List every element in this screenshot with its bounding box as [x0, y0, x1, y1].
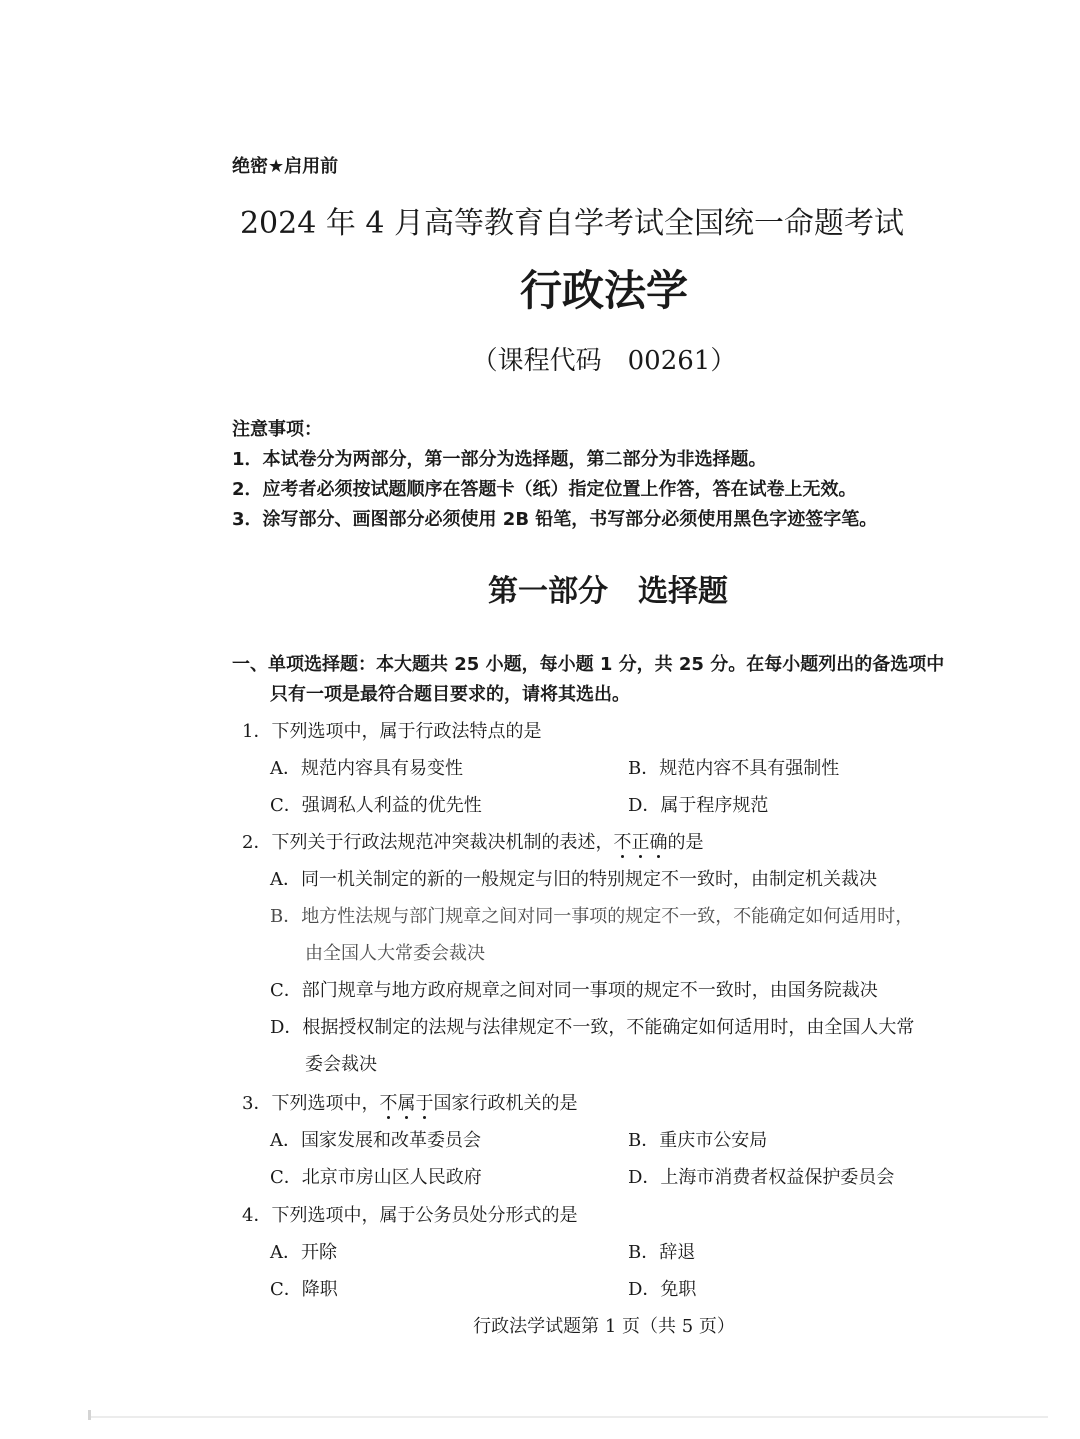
question-1-option-d: D．属于程序规范 — [628, 795, 769, 816]
question-2-option-b-line2: 由全国人大常委会裁决 — [305, 943, 485, 964]
question-2-stem-prefix: 2．下列关于行政法规范冲突裁决机制的表述， — [242, 832, 614, 853]
part-one-title: 第一部分 选择题 — [488, 574, 728, 609]
notice-title: 注意事项： — [232, 419, 322, 440]
secret-mark: 绝密★启用前 — [232, 156, 339, 177]
question-2-option-c: C．部门规章与地方政府规章之间对同一事项的规定不一致时，由国务院裁决 — [270, 980, 878, 1001]
question-2-option-d-line1: D．根据授权制定的法规与法律规定不一致，不能确定如何适用时，由全国人大常 — [270, 1017, 915, 1038]
section-heading-line1: 一、单项选择题：本大题共 25 小题，每小题 1 分，共 25 分。在每小题列出的备选项中 — [232, 654, 945, 675]
scan-edge-line — [88, 1416, 1048, 1418]
course-code: （课程代码 00261） — [471, 346, 737, 376]
question-3-option-c: C．北京市房山区人民政府 — [270, 1167, 482, 1188]
exam-title: 2024 年 4 月高等教育自学考试全国统一命题考试 — [239, 206, 905, 241]
emphasis-char: 确 — [649, 832, 668, 853]
notice-item-1: 1．本试卷分为两部分，第一部分为选择题，第二部分为非选择题。 — [232, 449, 767, 470]
question-1-option-a: A．规范内容具有易变性 — [270, 758, 463, 779]
question-1-option-c: C．强调私人利益的优先性 — [270, 795, 482, 816]
question-2-option-a: A．同一机关制定的新的一般规定与旧的特别规定不一致时，由制定机关裁决 — [270, 869, 877, 890]
question-3-stem-suffix: 国家行政机关的是 — [433, 1093, 578, 1114]
section-heading-line2: 只有一项是最符合题目要求的，请将其选出。 — [270, 684, 630, 705]
subject-title: 行政法学 — [519, 266, 688, 315]
question-4-option-c: C．降职 — [270, 1279, 338, 1300]
question-2-option-d-line2: 委会裁决 — [305, 1054, 377, 1075]
emphasis-char: 不 — [613, 832, 632, 853]
notice-item-3: 3．涂写部分、画图部分必须使用 2B 铅笔，书写部分必须使用黑色字迹签字笔。 — [232, 509, 878, 530]
emphasis-char: 正 — [631, 832, 650, 853]
question-3-stem — [242, 1089, 577, 1115]
question-3-stem-prefix: 3．下列选项中， — [242, 1093, 380, 1114]
page-footer: 行政法学试题第 1 页（共 5 页） — [473, 1316, 735, 1337]
question-4-option-d: D．免职 — [628, 1279, 697, 1300]
question-3-option-b: B．重庆市公安局 — [628, 1130, 768, 1151]
emphasis-char: 不 — [379, 1093, 398, 1114]
question-1-stem: 1．下列选项中，属于行政法特点的是 — [242, 721, 542, 742]
question-3-option-d: D．上海市消费者权益保护委员会 — [628, 1167, 895, 1188]
question-2-stem-suffix: 的是 — [667, 832, 704, 853]
question-4-stem: 4．下列选项中，属于公务员处分形式的是 — [242, 1205, 578, 1226]
question-2-option-b-line1: B．地方性法规与部门规章之间对同一事项的规定不一致，不能确定如何适用时， — [270, 906, 914, 927]
notice-item-2: 2．应考者必须按试题顺序在答题卡（纸）指定位置上作答，答在试卷上无效。 — [232, 479, 857, 500]
question-3-option-a: A．国家发展和改革委员会 — [270, 1130, 481, 1151]
question-4-option-a: A．开除 — [270, 1242, 337, 1263]
emphasis-char: 属 — [397, 1093, 416, 1114]
question-2-stem — [242, 828, 703, 854]
question-4-option-b: B．辞退 — [628, 1242, 696, 1263]
question-1-option-b: B．规范内容不具有强制性 — [628, 758, 840, 779]
emphasis-char: 于 — [415, 1093, 434, 1114]
scan-edge-mark — [88, 1410, 91, 1420]
